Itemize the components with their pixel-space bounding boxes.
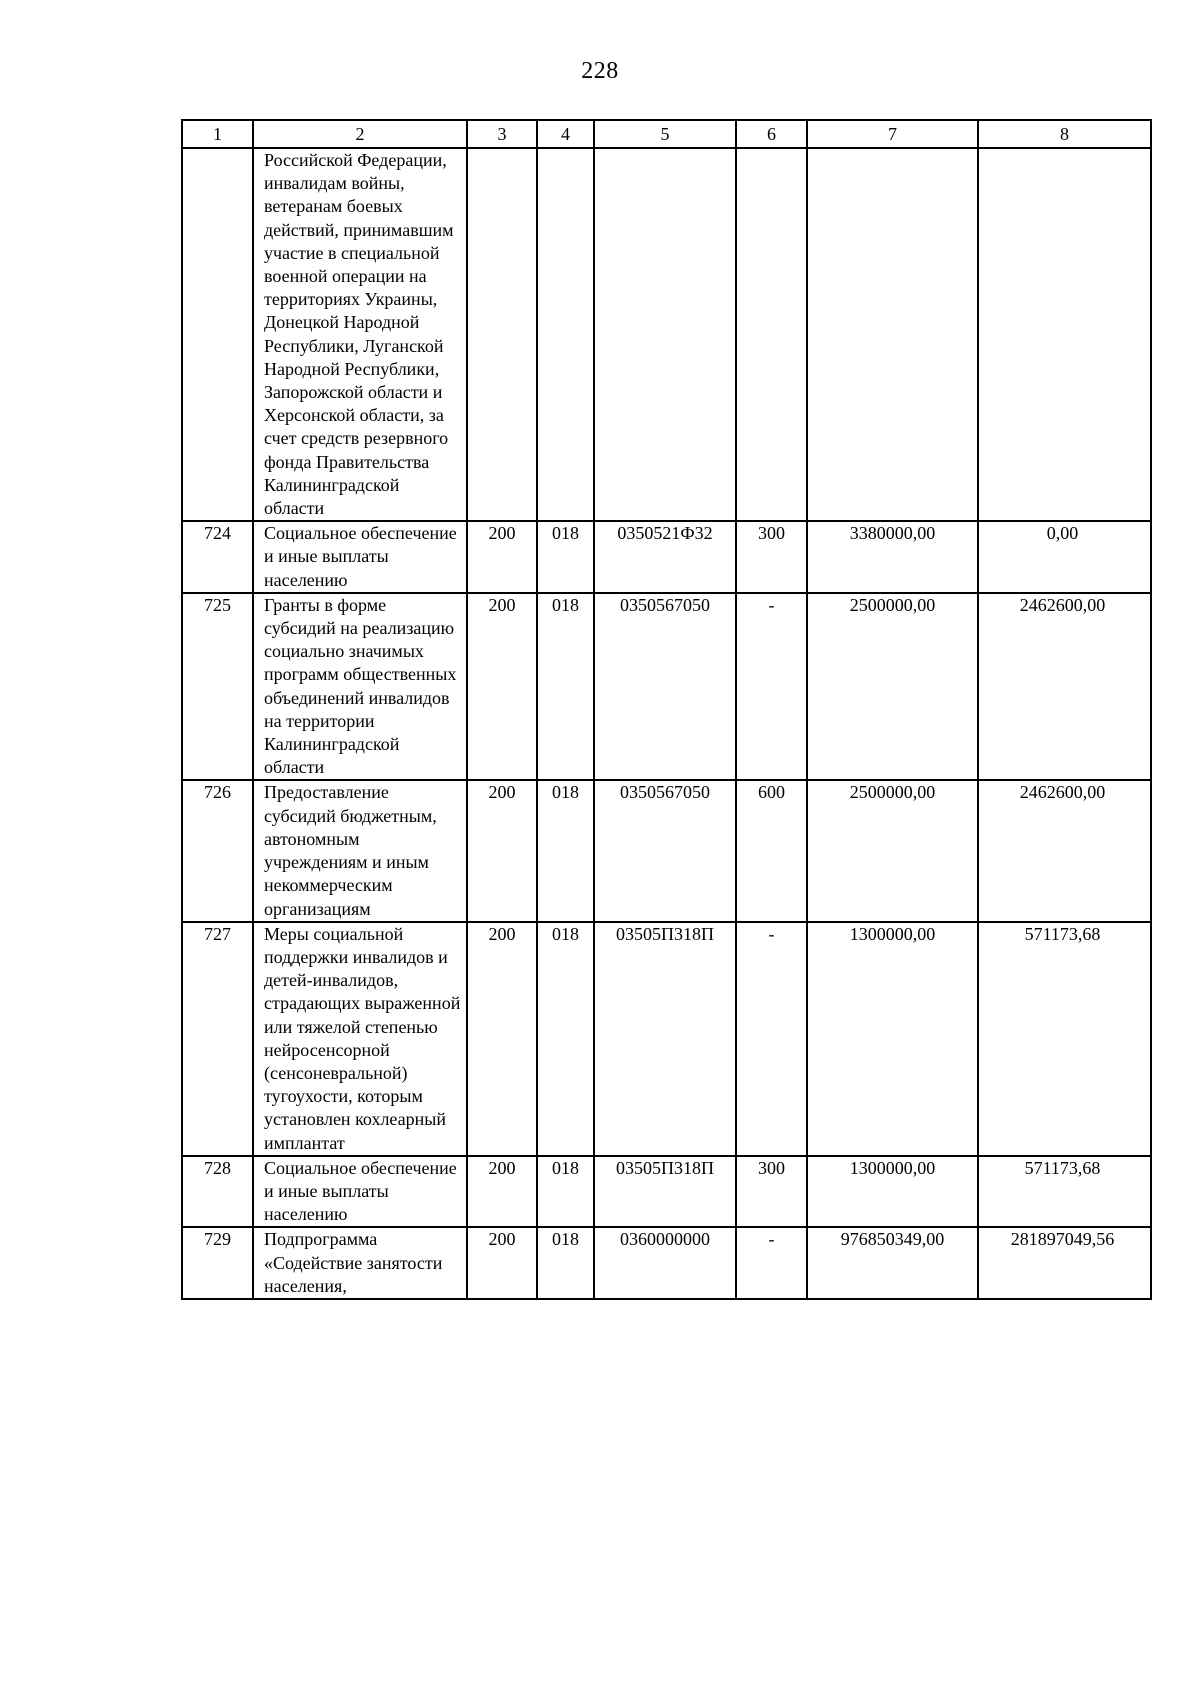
table-row bbox=[182, 521, 1151, 593]
row-name: Подпрограмма «Содействие занятости населения, bbox=[253, 1227, 467, 1299]
row-col-7: 3380000,00 bbox=[807, 521, 978, 593]
table-body bbox=[182, 148, 1151, 1299]
page-number: 228 bbox=[581, 58, 619, 84]
row-col-8: 281897049,56 bbox=[978, 1227, 1151, 1299]
column-header-5: 5 bbox=[594, 120, 736, 148]
row-col-6 bbox=[736, 148, 807, 521]
column-header-6: 6 bbox=[736, 120, 807, 148]
row-col-3: 200 bbox=[467, 593, 537, 781]
row-col-5: 0350521Ф32 bbox=[594, 521, 736, 593]
column-header-3: 3 bbox=[467, 120, 537, 148]
row-col-6: 600 bbox=[736, 780, 807, 921]
row-col-3: 200 bbox=[467, 780, 537, 921]
table-row bbox=[182, 780, 1151, 921]
row-col-3 bbox=[467, 148, 537, 521]
row-col-4: 018 bbox=[537, 780, 594, 921]
row-col-7: 2500000,00 bbox=[807, 593, 978, 781]
row-name: Социальное обеспечение и иные выплаты населению bbox=[253, 521, 467, 593]
row-col-7: 976850349,00 bbox=[807, 1227, 978, 1299]
row-col-4: 018 bbox=[537, 593, 594, 781]
row-col-7: 1300000,00 bbox=[807, 922, 978, 1156]
row-col-5: 0350567050 bbox=[594, 593, 736, 781]
row-col-8: 571173,68 bbox=[978, 922, 1151, 1156]
table-row bbox=[182, 148, 1151, 521]
row-col-3: 200 bbox=[467, 922, 537, 1156]
row-col-8 bbox=[978, 148, 1151, 521]
budget-table bbox=[181, 119, 1152, 1300]
row-col-6: - bbox=[736, 593, 807, 781]
row-name: Гранты в форме субсидий на реализацию социально значимых программ общественных объединений инвалидов на территории Калининградской области bbox=[253, 593, 467, 781]
table-row bbox=[182, 1227, 1151, 1299]
row-col-8: 571173,68 bbox=[978, 1156, 1151, 1228]
row-col-6: - bbox=[736, 1227, 807, 1299]
row-col-6: 300 bbox=[736, 1156, 807, 1228]
row-number: 724 bbox=[182, 521, 253, 593]
table-row bbox=[182, 1156, 1151, 1228]
row-number: 726 bbox=[182, 780, 253, 921]
row-col-4: 018 bbox=[537, 922, 594, 1156]
row-name: Социальное обеспечение и иные выплаты населению bbox=[253, 1156, 467, 1228]
row-col-3: 200 bbox=[467, 521, 537, 593]
row-col-3: 200 bbox=[467, 1156, 537, 1228]
column-header-8: 8 bbox=[978, 120, 1151, 148]
row-col-7: 2500000,00 bbox=[807, 780, 978, 921]
row-number: 728 bbox=[182, 1156, 253, 1228]
row-col-4: 018 bbox=[537, 521, 594, 593]
row-number: 727 bbox=[182, 922, 253, 1156]
column-header-2: 2 bbox=[253, 120, 467, 148]
row-name: Предоставление субсидий бюджетным, автономным учреждениям и иным некоммерческим организациям bbox=[253, 780, 467, 921]
column-header-1: 1 bbox=[182, 120, 253, 148]
row-col-5: 0360000000 bbox=[594, 1227, 736, 1299]
row-col-4 bbox=[537, 148, 594, 521]
table-row bbox=[182, 593, 1151, 781]
header-row bbox=[182, 120, 1151, 148]
row-col-6: - bbox=[736, 922, 807, 1156]
row-col-5: 03505П318П bbox=[594, 922, 736, 1156]
row-number: 725 bbox=[182, 593, 253, 781]
table-row bbox=[182, 922, 1151, 1156]
row-col-8: 2462600,00 bbox=[978, 593, 1151, 781]
row-col-8: 2462600,00 bbox=[978, 780, 1151, 921]
row-col-8: 0,00 bbox=[978, 521, 1151, 593]
row-col-5: 03505П318П bbox=[594, 1156, 736, 1228]
column-header-7: 7 bbox=[807, 120, 978, 148]
row-col-5: 0350567050 bbox=[594, 780, 736, 921]
column-header-4: 4 bbox=[537, 120, 594, 148]
row-col-6: 300 bbox=[736, 521, 807, 593]
row-number: 729 bbox=[182, 1227, 253, 1299]
row-col-3: 200 bbox=[467, 1227, 537, 1299]
row-col-4: 018 bbox=[537, 1156, 594, 1228]
table-header bbox=[182, 120, 1151, 148]
row-col-4: 018 bbox=[537, 1227, 594, 1299]
row-col-7: 1300000,00 bbox=[807, 1156, 978, 1228]
row-name: Российской Федерации, инвалидам войны, ветеранам боевых действий, принимавшим участие в специальной военной операции на территориях Украины, Донецкой Народной Республики, Луганской Народной Республики, Запорожской области и Херсонской области, за счет средств резервного фонда Правительства Калининградской области bbox=[253, 148, 467, 521]
row-col-7 bbox=[807, 148, 978, 521]
row-col-5 bbox=[594, 148, 736, 521]
row-number bbox=[182, 148, 253, 521]
row-name: Меры социальной поддержки инвалидов и детей-инвалидов, страдающих выраженной или тяжелой степенью нейросенсорной (сенсоневральной) тугоухости, которым установлен кохлеарный имплантат bbox=[253, 922, 467, 1156]
